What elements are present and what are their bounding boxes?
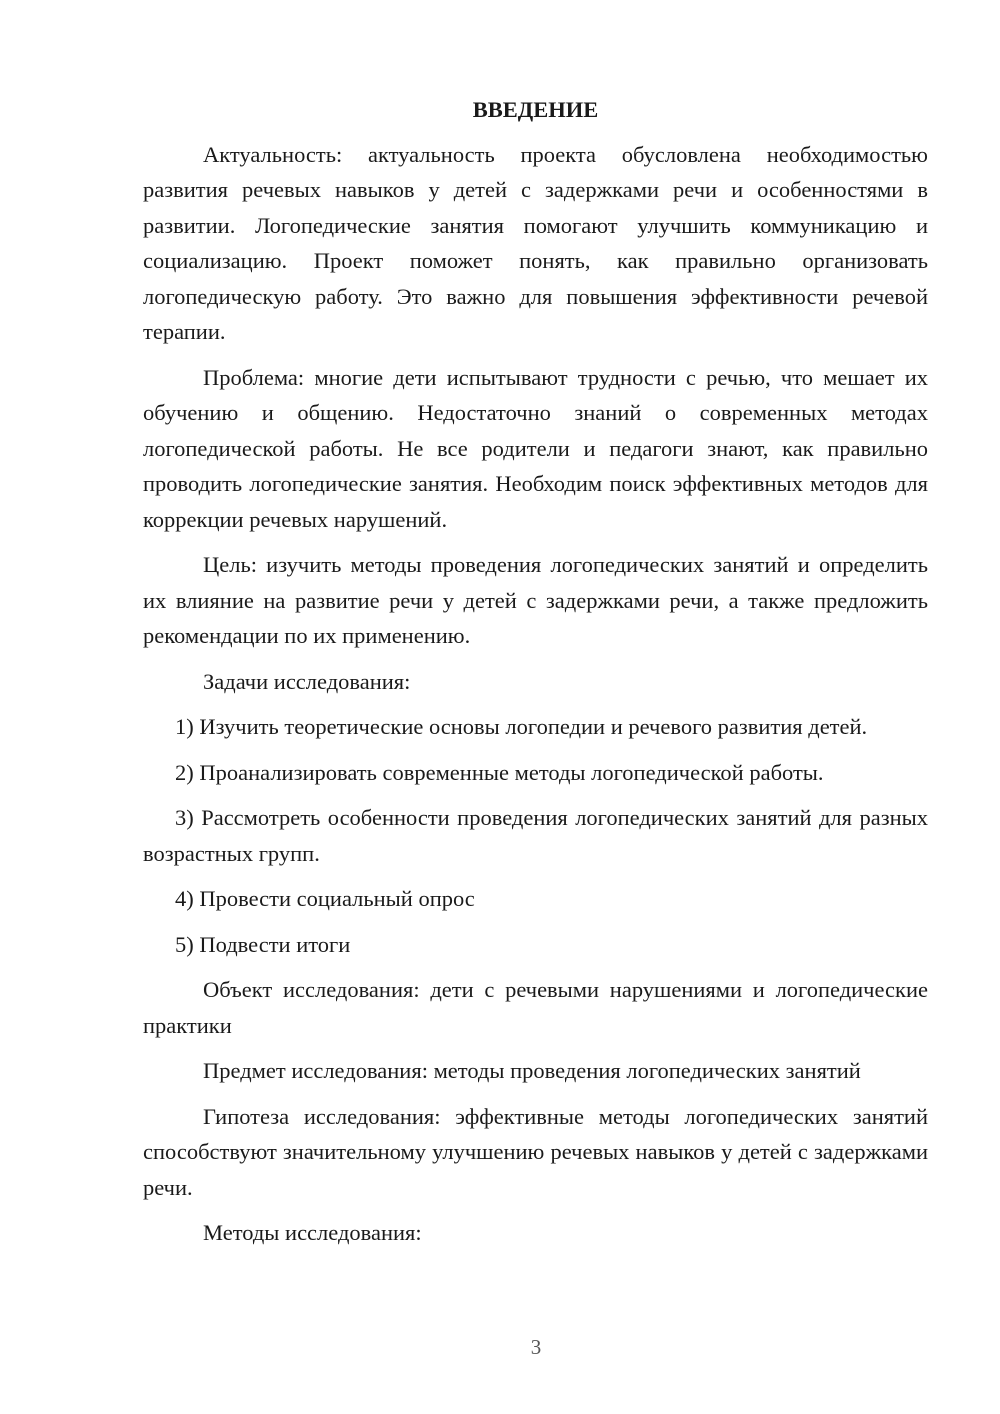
task-item-4: 4) Провести социальный опрос — [175, 886, 475, 911]
relevance-paragraph: Актуальность: актуальность проекта обусловлена необходимостью развития речевых навыков у детей с задержками речи и особенностями в развитии. Логопедические занятия помогают улучшить коммуникацию и социализацию. Проект поможет понять, как правильно организовать логопедическую работу. Это важно для повышения эффективности речевой терапии. — [143, 141, 928, 344]
tasks-heading: Задачи исследования: — [203, 668, 411, 694]
methods-heading: Методы исследования: — [203, 1220, 422, 1245]
goal-paragraph: Цель: изучить методы проведения логопедических занятий и определить их влияние на развитие речи у детей с задержками речи, а также предложить рекомендации по их применению. — [143, 552, 928, 648]
task-item-1: 1) Изучить теоретические основы логопедии и речевого развития детей. — [175, 714, 868, 739]
document-page — [143, 92, 928, 1261]
page-number: 3 — [530, 1335, 542, 1359]
task-item-2: 2) Проанализировать современные методы логопедической работы. — [175, 759, 824, 785]
task-item-3: 3) Рассмотреть особенности проведения логопедических занятий для разных возрастных групп. — [143, 805, 928, 866]
task-item-5: 5) Подвести итоги — [175, 931, 351, 957]
section-title: ВВЕДЕНИЕ — [472, 97, 599, 122]
subject-paragraph: Предмет исследования: методы проведения логопедических занятий — [203, 1058, 861, 1083]
hypothesis-paragraph: Гипотеза исследования: эффективные методы логопедических занятий способствуют значительному улучшению речевых навыков у детей с задержками речи. — [143, 1103, 928, 1200]
object-paragraph: Объект исследования: дети с речевыми нарушениями и логопедические практики — [143, 977, 928, 1038]
problem-paragraph: Проблема: многие дети испытывают трудности с речью, что мешает их обучению и общению. Недостаточно знаний о современных методах логопедической работы. Не все родители и педагоги знают, как правильно проводить логопедические занятия. Необходим поиск эффективных методов для коррекции речевых нарушений. — [143, 364, 928, 532]
